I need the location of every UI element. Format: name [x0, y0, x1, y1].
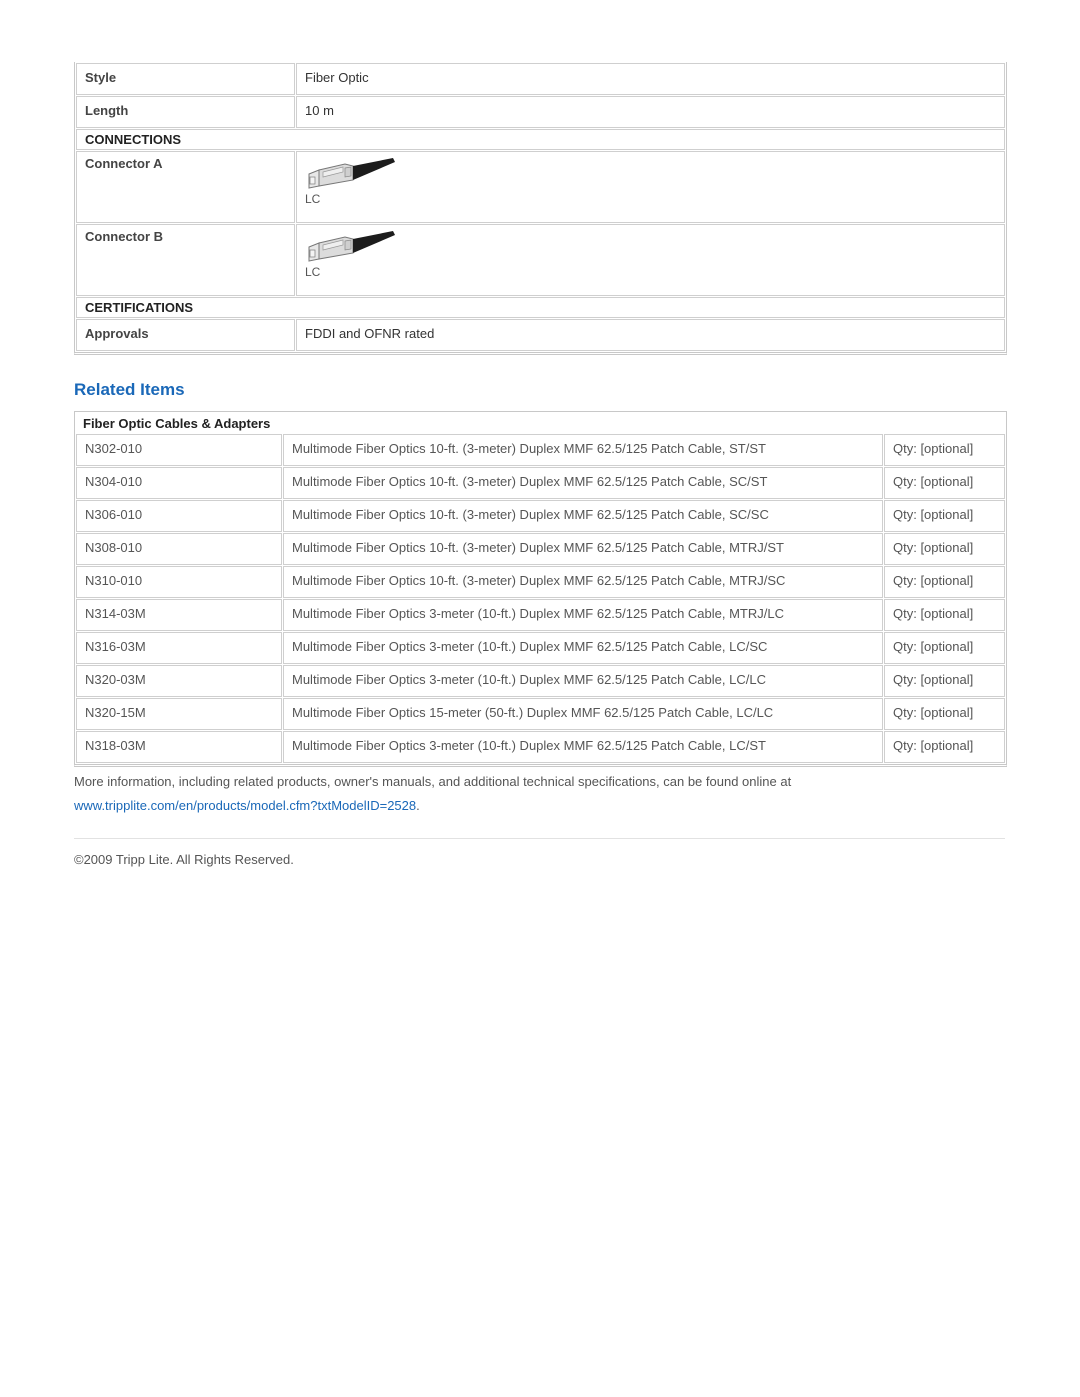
item-sku: N314-03M	[76, 599, 282, 631]
related-item-row	[76, 698, 1005, 730]
item-sku: N308-010	[76, 533, 282, 565]
item-sku: N316-03M	[76, 632, 282, 664]
item-qty: Qty: [optional]	[884, 500, 1005, 532]
spec-row-approvals	[76, 319, 1005, 351]
item-description: Multimode Fiber Optics 3-meter (10-ft.) Duplex MMF 62.5/125 Patch Cable, MTRJ/LC	[283, 599, 883, 631]
item-qty: Qty: [optional]	[884, 467, 1005, 499]
related-items-title: Related Items	[74, 380, 185, 399]
item-sku: N304-010	[76, 467, 282, 499]
item-description: Multimode Fiber Optics 10-ft. (3-meter) Duplex MMF 62.5/125 Patch Cable, MTRJ/ST	[283, 533, 883, 565]
spec-label: Connector B	[76, 224, 295, 296]
item-sku: N320-15M	[76, 698, 282, 730]
product-page-link[interactable]: www.tripplite.com/en/products/model.cfm?txtModelID=2528	[74, 798, 417, 813]
item-description: Multimode Fiber Optics 10-ft. (3-meter) Duplex MMF 62.5/125 Patch Cable, ST/ST	[283, 434, 883, 466]
related-items-table	[75, 433, 1006, 764]
related-item-row	[76, 731, 1005, 763]
spec-label: Length	[76, 96, 295, 128]
spec-label: Style	[76, 63, 295, 95]
more-info-text	[74, 770, 1014, 818]
item-description: Multimode Fiber Optics 10-ft. (3-meter) Duplex MMF 62.5/125 Patch Cable, SC/ST	[283, 467, 883, 499]
related-item-row	[76, 467, 1005, 499]
copyright-text: ©2009 Tripp Lite. All Rights Reserved.	[74, 852, 294, 867]
connector-caption: LC	[305, 192, 321, 206]
link-suffix: .	[416, 798, 420, 813]
related-items-table-container	[74, 411, 1007, 767]
item-qty: Qty: [optional]	[884, 599, 1005, 631]
item-qty: Qty: [optional]	[884, 434, 1005, 466]
related-item-row	[76, 533, 1005, 565]
item-description: Multimode Fiber Optics 3-meter (10-ft.) Duplex MMF 62.5/125 Patch Cable, LC/SC	[283, 632, 883, 664]
more-info-sentence: More information, including related products, owner's manuals, and additional technical specifications, can be found online at	[74, 774, 792, 789]
lc-connector-icon	[305, 231, 397, 265]
item-qty: Qty: [optional]	[884, 731, 1005, 763]
item-sku: N310-010	[76, 566, 282, 598]
item-description: Multimode Fiber Optics 3-meter (10-ft.) Duplex MMF 62.5/125 Patch Cable, LC/LC	[283, 665, 883, 697]
item-qty: Qty: [optional]	[884, 698, 1005, 730]
connector-caption: LC	[305, 265, 321, 279]
item-sku: N306-010	[76, 500, 282, 532]
item-qty: Qty: [optional]	[884, 566, 1005, 598]
item-qty: Qty: [optional]	[884, 632, 1005, 664]
related-item-row	[76, 566, 1005, 598]
spec-row-connector-a	[76, 151, 1005, 223]
related-group-header: Fiber Optic Cables & Adapters	[83, 416, 271, 431]
spec-row-style	[76, 63, 1005, 95]
related-item-row	[76, 434, 1005, 466]
lc-connector-icon	[305, 158, 397, 192]
related-item-row	[76, 500, 1005, 532]
spec-row-connector-b	[76, 224, 1005, 296]
spec-label: Approvals	[76, 319, 295, 351]
item-sku: N320-03M	[76, 665, 282, 697]
section-header-connections	[76, 129, 1005, 150]
item-description: Multimode Fiber Optics 10-ft. (3-meter) Duplex MMF 62.5/125 Patch Cable, SC/SC	[283, 500, 883, 532]
connector-b-cell	[296, 224, 1005, 296]
item-sku: N318-03M	[76, 731, 282, 763]
spec-value: 10 m	[296, 96, 1005, 128]
connector-a-cell	[296, 151, 1005, 223]
item-description: Multimode Fiber Optics 15-meter (50-ft.) Duplex MMF 62.5/125 Patch Cable, LC/LC	[283, 698, 883, 730]
section-header: CONNECTIONS	[76, 129, 1005, 150]
spec-table	[75, 62, 1006, 352]
spec-value: FDDI and OFNR rated	[296, 319, 1005, 351]
spec-value: Fiber Optic	[296, 63, 1005, 95]
spec-label: Connector A	[76, 151, 295, 223]
related-item-row	[76, 665, 1005, 697]
footer-divider	[74, 838, 1005, 839]
item-qty: Qty: [optional]	[884, 533, 1005, 565]
spec-table-container	[74, 62, 1007, 355]
related-item-row	[76, 599, 1005, 631]
item-description: Multimode Fiber Optics 10-ft. (3-meter) Duplex MMF 62.5/125 Patch Cable, MTRJ/SC	[283, 566, 883, 598]
section-header: CERTIFICATIONS	[76, 297, 1005, 318]
item-description: Multimode Fiber Optics 3-meter (10-ft.) Duplex MMF 62.5/125 Patch Cable, LC/ST	[283, 731, 883, 763]
item-sku: N302-010	[76, 434, 282, 466]
item-qty: Qty: [optional]	[884, 665, 1005, 697]
section-header-certifications	[76, 297, 1005, 318]
spec-row-length	[76, 96, 1005, 128]
related-item-row	[76, 632, 1005, 664]
